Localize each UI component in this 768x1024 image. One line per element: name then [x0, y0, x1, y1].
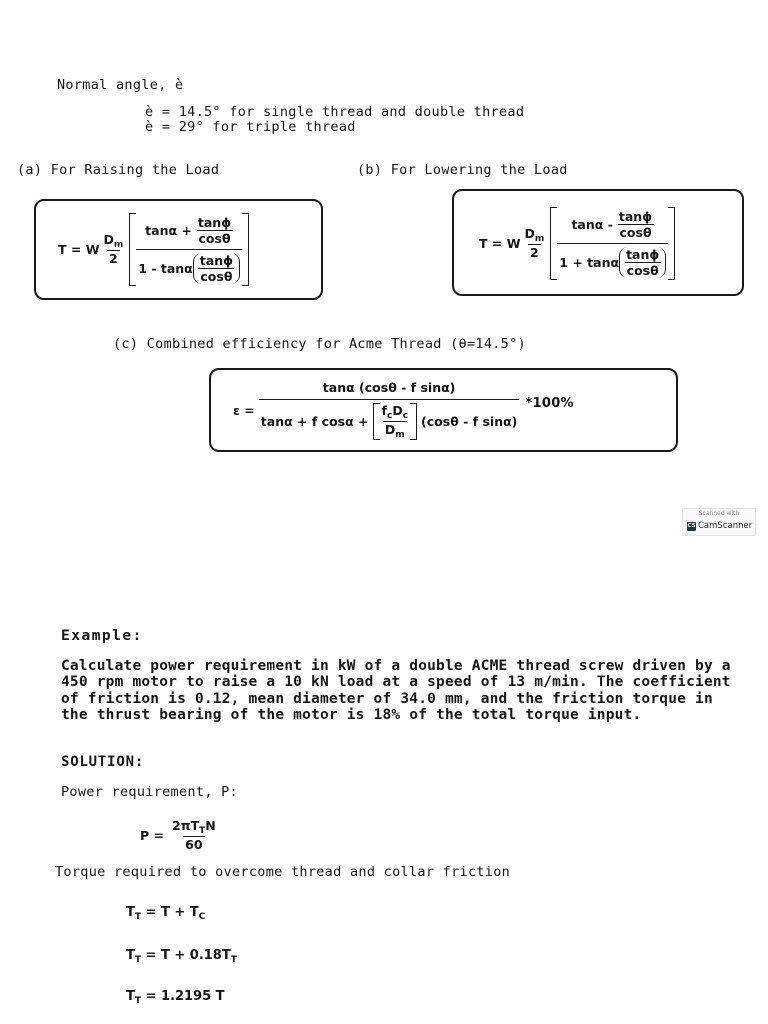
raise-bracket: [129, 213, 249, 286]
camscanner-logo-icon: CS: [687, 522, 696, 529]
example-problem: Calculate power requirement in kW of a double ACME thread screw driven by a 450 rpm motor to raise a 10 kN load at a speed of 13 m/min. The coefficient of friction is 0.12, mean diameter of 34.0 mm, and the friction torque in the thrust bearing of the motor is 18% of the total torque input.: [61, 658, 731, 723]
combined-heading: (c) Combined efficiency for Acme Thread (θ=14.5°): [113, 336, 526, 352]
lower-lhs: T = W: [479, 235, 521, 251]
efficiency-formula-box: [209, 368, 678, 452]
eff-main-fraction: tanα (cosθ - f sinα) tanα + f cosα + $\frac{f_cD_c}{D_m}$ (cosθ - f sinα): [260, 380, 518, 440]
example-heading: Example:: [61, 628, 143, 644]
solution-heading: SOLUTION:: [61, 754, 145, 770]
raise-main-fraction: tanα + $\frac{\tan\phi}{\cos\theta}$ 1 - tanα $\frac{\tan\phi}{\cos\theta}$: [136, 215, 242, 284]
torque-eq-1: $T_T = T + T_C$: [126, 905, 206, 922]
raising-heading: (a) For Raising the Load: [17, 162, 220, 178]
torque-eq-3: $T_T = 1.2195$ T: [126, 989, 225, 1006]
raise-dm-over-2: $\frac{D_m}{2}$: [103, 232, 124, 266]
normal-angle-label: Normal angle, è: [57, 77, 184, 93]
raise-lhs: T = W: [58, 241, 100, 257]
eff-multiplier: *100%: [525, 395, 574, 411]
power-label: Power requirement, P:: [61, 784, 238, 800]
torque-label: Torque required to overcome thread and collar friction: [55, 864, 511, 880]
lower-formula-box: [452, 189, 744, 296]
power-equation: P = $\frac{2\pi T_TN}{60}$: [140, 818, 216, 852]
eff-lhs: ε =: [233, 402, 255, 418]
camscanner-watermark: Scanned with CS CamScanner: [682, 508, 756, 536]
lowering-heading: (b) For Lowering the Load: [357, 162, 568, 178]
lower-dm-over-2: $\frac{D_m}{2}$: [524, 226, 545, 260]
lower-main-fraction: tanα - $\frac{\tan\phi}{\cos\theta}$ 1 + tanα $\frac{\tan\phi}{\cos\theta}$: [557, 209, 668, 278]
angle-line-2: è = 29° for triple thread: [145, 119, 356, 135]
lower-bracket: [550, 207, 675, 280]
angle-line-1: è = 14.5° for single thread and double thread: [145, 104, 525, 120]
torque-eq-2: $T_T = T + 0.18T_T$: [126, 948, 237, 965]
raise-formula-box: [34, 199, 323, 300]
